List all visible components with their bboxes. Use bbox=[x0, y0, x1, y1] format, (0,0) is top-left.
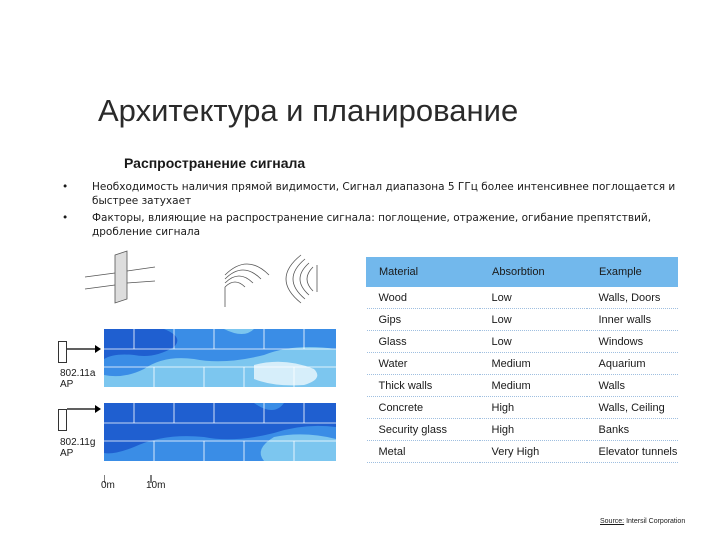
cell-absorbtion: Very High bbox=[480, 441, 587, 463]
access-point-a-icon bbox=[58, 341, 67, 363]
cell-absorbtion: High bbox=[480, 419, 587, 441]
cell-material: Gips bbox=[367, 309, 480, 331]
table-row bbox=[367, 397, 678, 419]
bullet-list bbox=[62, 180, 692, 242]
cell-material: Metal bbox=[367, 441, 480, 463]
ap-a-label: 802.11a AP bbox=[60, 368, 96, 390]
arrow-right-icon bbox=[67, 344, 101, 354]
cell-example: Aquarium bbox=[587, 353, 678, 375]
materials-table bbox=[366, 257, 678, 463]
scale-end-label: 10m bbox=[146, 480, 166, 491]
cell-absorbtion: Low bbox=[480, 309, 587, 331]
cell-material: Wood bbox=[367, 287, 480, 309]
cell-absorbtion: Medium bbox=[480, 353, 587, 375]
access-point-g-icon bbox=[58, 409, 67, 431]
table-row bbox=[367, 375, 678, 397]
propagation-diagrams bbox=[75, 247, 355, 317]
table-row bbox=[367, 419, 678, 441]
cell-absorbtion: Low bbox=[480, 331, 587, 353]
cell-example: Walls bbox=[587, 375, 678, 397]
cell-example: Windows bbox=[587, 331, 678, 353]
bullet-marker: • bbox=[62, 212, 69, 224]
bullet-text: Факторы, влияющие на распространение сигнала: поглощение, отражение, огибание препятствий, дробление сигнала bbox=[92, 212, 652, 238]
coverage-map-80211a bbox=[104, 329, 336, 387]
table-row bbox=[367, 309, 678, 331]
scale-start-label: 0m bbox=[101, 480, 115, 491]
arrow-right-icon bbox=[67, 404, 101, 414]
cell-material: Security glass bbox=[367, 419, 480, 441]
table-row bbox=[367, 287, 678, 309]
cell-example: Walls, Ceiling bbox=[587, 397, 678, 419]
table-header-row bbox=[367, 258, 678, 287]
column-header-material: Material bbox=[367, 258, 480, 287]
bullet-item bbox=[62, 180, 692, 208]
bullet-item bbox=[62, 211, 692, 239]
slide-subtitle: Распространение сигнала bbox=[124, 155, 306, 171]
cell-absorbtion: Low bbox=[480, 287, 587, 309]
cell-material: Glass bbox=[367, 331, 480, 353]
cell-example: Inner walls bbox=[587, 309, 678, 331]
coverage-map-80211g bbox=[104, 403, 336, 461]
ap-g-label: 802.11g AP bbox=[60, 437, 96, 459]
column-header-absorbtion: Absorbtion bbox=[480, 258, 587, 287]
source-credit bbox=[600, 518, 685, 525]
penetration-diagram bbox=[85, 251, 155, 303]
bullet-marker: • bbox=[62, 181, 69, 193]
scale-bar bbox=[104, 470, 152, 480]
column-header-example: Example bbox=[587, 258, 678, 287]
cell-absorbtion: Medium bbox=[480, 375, 587, 397]
cell-absorbtion: High bbox=[480, 397, 587, 419]
source-text: Intersil Corporation bbox=[626, 518, 686, 525]
cell-example: Elevator tunnels bbox=[587, 441, 678, 463]
cell-material: Concrete bbox=[367, 397, 480, 419]
cell-material: Water bbox=[367, 353, 480, 375]
cell-material: Thick walls bbox=[367, 375, 480, 397]
source-label: Source: bbox=[600, 518, 625, 525]
diffraction-diagram bbox=[225, 264, 269, 307]
bullet-text: Необходимость наличия прямой видимости, Сигнал диапазона 5 ГГц более интенсивнее поглощается и быстрее затухает bbox=[92, 181, 676, 207]
reflection-diagram bbox=[286, 255, 317, 303]
table-row bbox=[367, 353, 678, 375]
table-row bbox=[367, 331, 678, 353]
cell-example: Walls, Doors bbox=[587, 287, 678, 309]
table-row bbox=[367, 441, 678, 463]
cell-example: Banks bbox=[587, 419, 678, 441]
slide-title: Архитектура и планирование bbox=[98, 93, 519, 128]
